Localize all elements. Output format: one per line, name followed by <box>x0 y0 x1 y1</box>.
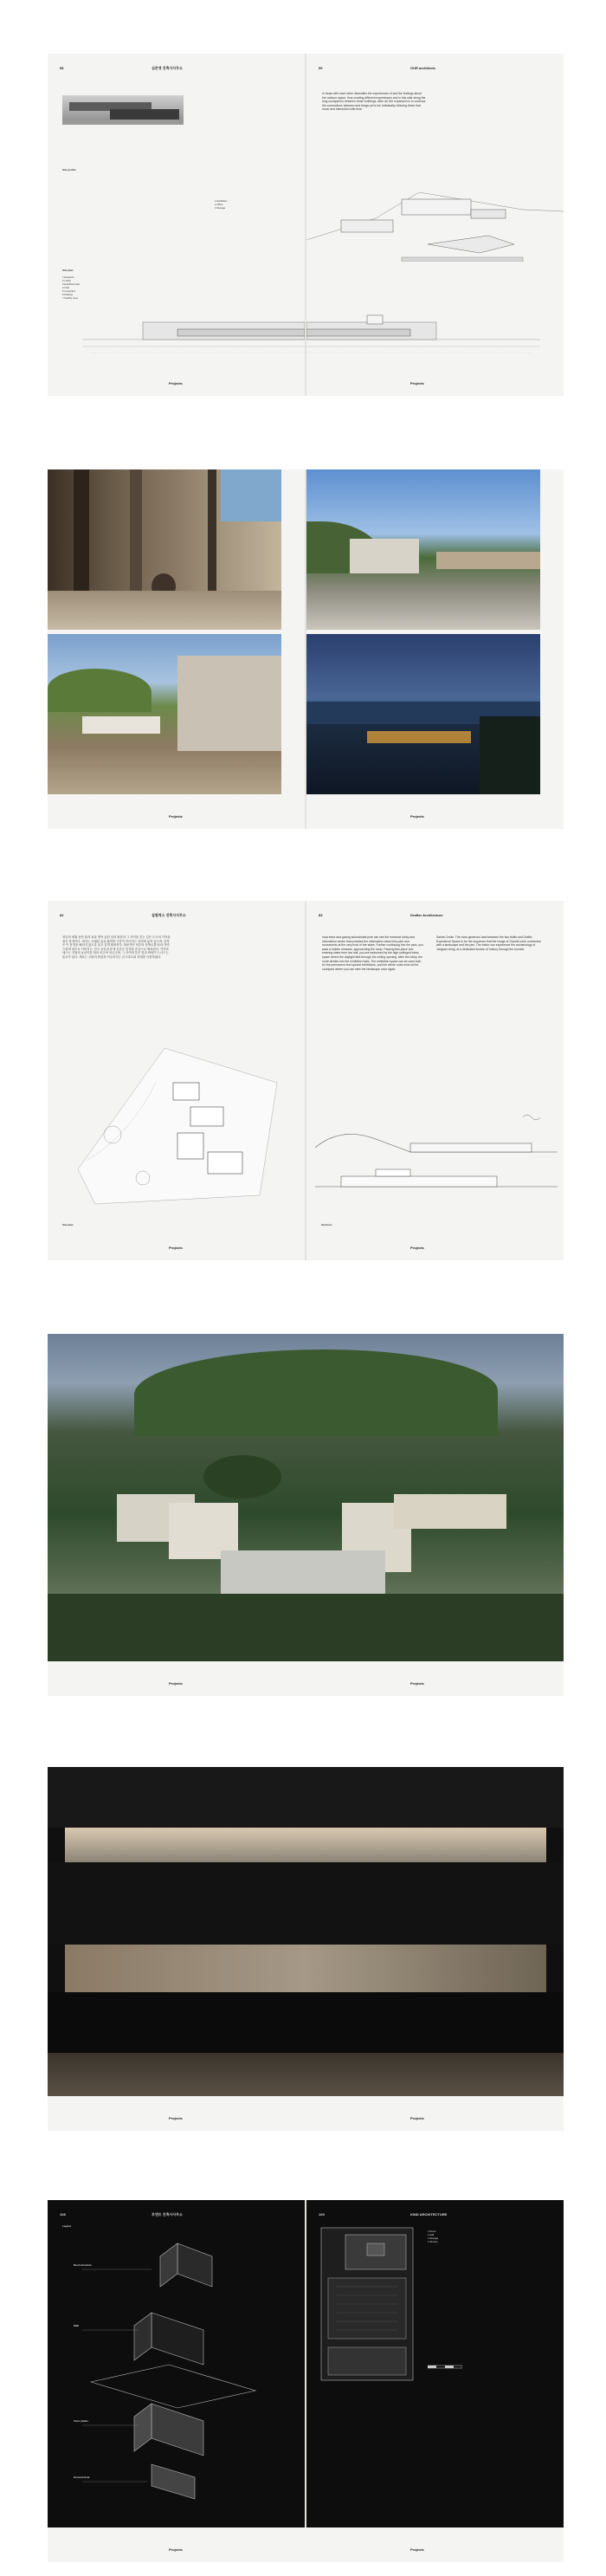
page-number: 109 <box>319 2212 325 2217</box>
footer-label-left: Projects <box>169 1681 183 1686</box>
spread-2 <box>48 469 564 829</box>
spread-5 <box>48 1767 564 2131</box>
caption-sections: Sections <box>321 1223 332 1227</box>
legend-item: 5 Courtyard <box>62 289 75 293</box>
legend-list-c <box>428 2230 438 2243</box>
terrace-photo <box>48 634 281 794</box>
spread-3 <box>48 901 564 1260</box>
page-number: 83 <box>319 913 323 917</box>
aerial-landscape-photo <box>48 1334 564 1661</box>
footer-label: Projects <box>410 1246 424 1250</box>
running-head: Drafter Architecture <box>410 913 443 917</box>
page-number: 98 <box>60 66 64 70</box>
page-99 <box>306 54 564 396</box>
legend-label: Legend <box>62 2224 71 2228</box>
caption-site-profile: Site profile <box>62 168 76 172</box>
page-photo-right <box>306 469 564 829</box>
legend-item: 7 Facility room <box>62 296 79 300</box>
running-head: OUR architects <box>410 66 435 70</box>
page-photo-left <box>48 469 305 829</box>
legend-item: 3 Exhibition hall <box>62 282 80 286</box>
site-plan-drawing-right <box>306 314 540 366</box>
page-98 <box>48 54 305 396</box>
footer-label: Projects <box>169 814 183 819</box>
footer-label-left: Projects <box>169 2116 183 2120</box>
floor-plan-drawing <box>319 2226 415 2382</box>
building-elevation-image <box>62 95 184 125</box>
legend-item: 1 Room <box>428 2230 436 2233</box>
page-number: 82 <box>60 913 64 917</box>
page-number: 99 <box>319 66 323 70</box>
building-hill-photo <box>306 469 540 630</box>
section-drawing <box>315 1100 558 1204</box>
page-109 <box>306 2200 564 2527</box>
axon-label: Floor plates <box>74 2419 89 2423</box>
footer-label-left: Projects <box>169 2547 183 2552</box>
caption-site-plan: Site plan <box>62 269 74 272</box>
legend-item: 6 Parking <box>62 293 73 296</box>
caption-site-plan: Site plan <box>62 1223 74 1227</box>
axonometric-drawing <box>56 2235 290 2512</box>
footer-label-right: Projects <box>410 2547 424 2552</box>
spread-6 <box>48 2200 564 2562</box>
colonnade-photo <box>48 469 281 630</box>
legend-item: 4 Cafe <box>62 286 70 289</box>
site-plan-drawing <box>82 314 305 366</box>
spread-4 <box>48 1334 564 1696</box>
body-text: In those with each other diversifies the experiences of and the feelings about the outdoor space, thus creating different experiences and in this stair along the long courtyard in between those buildings. After all, the expansion is to continue the connections between and things yet to be holistically relieving these that move and interaction with time. <box>322 92 426 112</box>
spread-1 <box>48 54 564 396</box>
axon-label: Ground level <box>74 2476 90 2479</box>
legend-item: 2 Office <box>215 203 223 206</box>
footer-label: Projects <box>169 1246 183 1250</box>
body-text-col-1: road trees and gazing subordinate pine can see the entrance lobby and information center that provides the information about this park and monuments at the very front of the stairs. Further continuing into the park, you pass a hidden meadow, approaching the ramp. Passing this place and entering stairs from low hall, you are welcomed by the high-ceilinged lobby space where the daylight falls through the ceiling opening. After the lobby, the route divides into the exhibition halls. The exhibition space can be used both for the permanent and special exhibitions, and the whole route ends at the courtyard where you can view the landscape once again. <box>322 935 423 971</box>
legend-item: 2 Hall <box>428 2233 435 2236</box>
page-83 <box>306 901 564 1260</box>
running-head: 루엔트 건축사사무소 <box>152 2212 183 2217</box>
running-head: KIND ARCHITECTURE <box>410 2212 448 2217</box>
legend-list-b <box>62 275 80 300</box>
footer-label: Projects <box>169 381 183 385</box>
floor-plan-drawing <box>306 158 564 262</box>
body-text-korean: 천년의 세월 동안 흙과 돌을 쌓아 올린 신라 왕릉과 그 사이를 걷는 길은 도시의 기억을 품은 풍경이다. 대지는 오래된 숲과 완만한 구릉이 이어지는 자리에 놓여 있으며, 건축은 이 풍경을 해치지 않도록 낮고 길게 펼쳐진다. 방문객은 외부의 산책로를 따라 자연스럽게 내부로 이어지고, 전시 공간과 휴게 공간은 중정을 중심으로 배치된다. 각각의 매스는 지형의 높낮이를 따라 조금씩 어긋나며, 그 사이의 틈은 빛과 바람이 드나드는 통로가 된다. 재료는 주변의 흙빛과 어우러지는 콘크리트와 석재를 사용하였다. <box>62 935 171 959</box>
interior-window-photo <box>48 1767 564 2096</box>
night-river-photo <box>306 634 540 794</box>
legend-item: 4 Terrace <box>428 2240 438 2243</box>
axon-label: Wall <box>74 2324 80 2327</box>
site-plan-drawing <box>61 1031 294 1213</box>
page-82 <box>48 901 305 1260</box>
footer-label: Projects <box>410 814 424 819</box>
legend-item: 3 Storage <box>428 2236 439 2240</box>
footer-label-right: Projects <box>410 2116 424 2120</box>
body-text-col-2: Sainte Cecile. The most generous land between the two bluffs and Draftin Experience Space is for the sequence that the image of Grande tomb connected with a landscape and the pier. The visitor can experience the archaeology of Jangsan-dong, at a dedicated section of history through the tunnels. <box>436 935 541 951</box>
legend-item: 3 Storage <box>215 206 226 210</box>
page-108 <box>48 2200 305 2527</box>
footer-label-right: Projects <box>410 1681 424 1686</box>
running-head: 심준영 건축사사무소 <box>152 66 183 70</box>
legend-item: 1 Exhibition <box>215 199 228 203</box>
page-number: 108 <box>60 2212 66 2217</box>
axon-label: Roof structure <box>74 2263 92 2267</box>
scale-bar <box>428 2365 462 2370</box>
footer-label: Projects <box>410 381 424 385</box>
running-head: 실험적스 건축사사무소 <box>152 913 186 917</box>
legend-item: 1 Entrance <box>62 275 74 279</box>
legend-list-a <box>215 199 227 210</box>
legend-item: 2 Lobby <box>62 279 71 282</box>
